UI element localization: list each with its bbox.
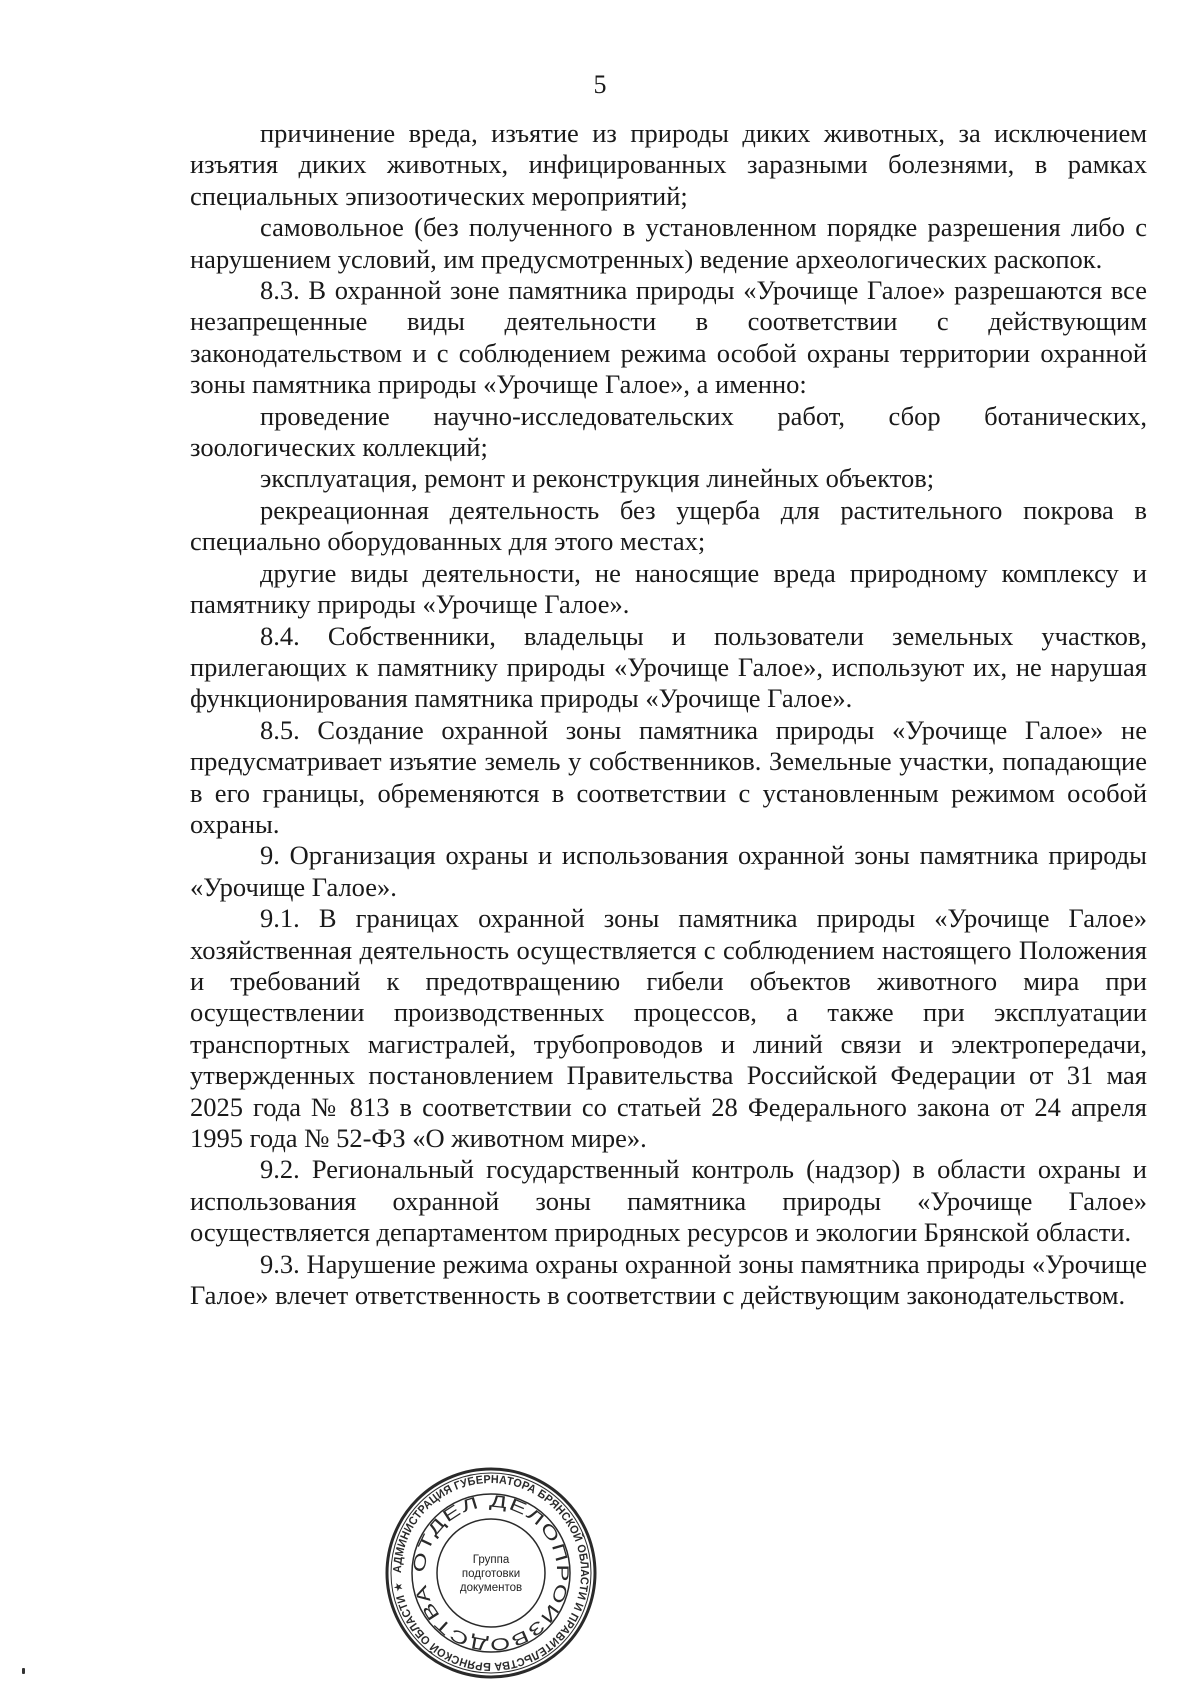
paragraph: причинение вреда, изъятие из природы диких животных, за исключением изъятия диких животных, инфицированных заразными болезнями, в рамках специальных эпизоотических мероприятий; <box>190 118 1147 211</box>
paragraph: самовольное (без полученного в установленном порядке разрешения либо с нарушением условий, им предусмотренных) ведение археологических раскопок. <box>190 212 1147 274</box>
paragraph: 9.1. В границах охранной зоны памятника природы «Урочище Галое» хозяйственная деятельность осуществляется с соблюдением настоящего Положения и требований к предотвращению гибели объектов животного мира при осуществлении производственных процессов, а также при эксплуатации транспортных магистралей, трубопроводов и линий связи и электропередачи, утвержденных постановлением Правительства Российской Федерации от 31 мая 2025 года № 813 в соответствии со статьей 28 Федерального закона от 24 апреля 1995 года № 52-ФЗ «О животном мире». <box>190 903 1147 1153</box>
stamp-inner-ring-text: ОТДЕЛ ДЕЛОПРОИЗВОДСТВА <box>409 1491 573 1655</box>
paragraph: 8.3. В охранной зоне памятника природы «Урочище Галое» разрешаются все незапрещенные виды деятельности в соответствии с действующим законодательством и с соблюдением режима особой охраны территории охранной зоны памятника природы «Урочище Галое», а именно: <box>190 275 1147 400</box>
paragraph: 9.2. Региональный государственный контроль (надзор) в области охраны и использования охранной зоны памятника природы «Урочище Галое» осуществляется департаментом природных ресурсов и экологии Брянской области. <box>190 1154 1147 1248</box>
paragraph: 9.3. Нарушение режима охраны охранной зоны памятника природы «Урочище Галое» влечет ответственность в соответствии с действующим законодательством. <box>190 1248 1147 1311</box>
paragraph: 8.4. Собственники, владельцы и пользователи земельных участков, прилегающих к памятнику природы «Урочище Галое», используют их, не нарушая функционирования памятника природы «Урочище Галое». <box>190 620 1147 714</box>
official-stamp <box>384 1466 598 1680</box>
page-number: 5 <box>593 70 607 99</box>
paragraph: 8.5. Создание охранной зоны памятника природы «Урочище Галое» не предусматривает изъятие земель у собственников. Земельные участки, попадающие в его границы, обременяются в соответствии с установленным режимом особой охраны. <box>190 714 1147 839</box>
paragraph: другие виды деятельности, не наносящие вреда природному комплексу и памятнику природы «Урочище Галое». <box>190 557 1147 620</box>
paragraph: 9. Организация охраны и использования охранной зоны памятника природы «Урочище Галое». <box>190 840 1147 902</box>
paragraph: рекреационная деятельность без ущерба для растительного покрова в специально оборудованных для этого местах; <box>190 494 1147 557</box>
stamp-center-line: документов <box>459 1582 523 1594</box>
paragraph: эксплуатация, ремонт и реконструкция линейных объектов; <box>260 463 935 494</box>
stamp-center-line: Группа <box>472 1554 510 1566</box>
stamp-center-line: подготовки <box>461 1568 521 1580</box>
stamp-center <box>384 1466 598 1680</box>
paragraph: проведение научно-исследовательских работ, сбор ботанических, зоологических коллекций; <box>190 400 1147 463</box>
document-body <box>190 118 1147 1311</box>
stamp-outer-ring-text: АДМИНИСТРАЦИЯ ГУБЕРНАТОРА БРЯНСКОЙ ОБЛАСТИ И ПРАВИТЕЛЬСТВА БРЯНСКОЙ ОБЛАСТИ ★ <box>391 1473 591 1673</box>
scan-speck <box>22 1668 25 1674</box>
